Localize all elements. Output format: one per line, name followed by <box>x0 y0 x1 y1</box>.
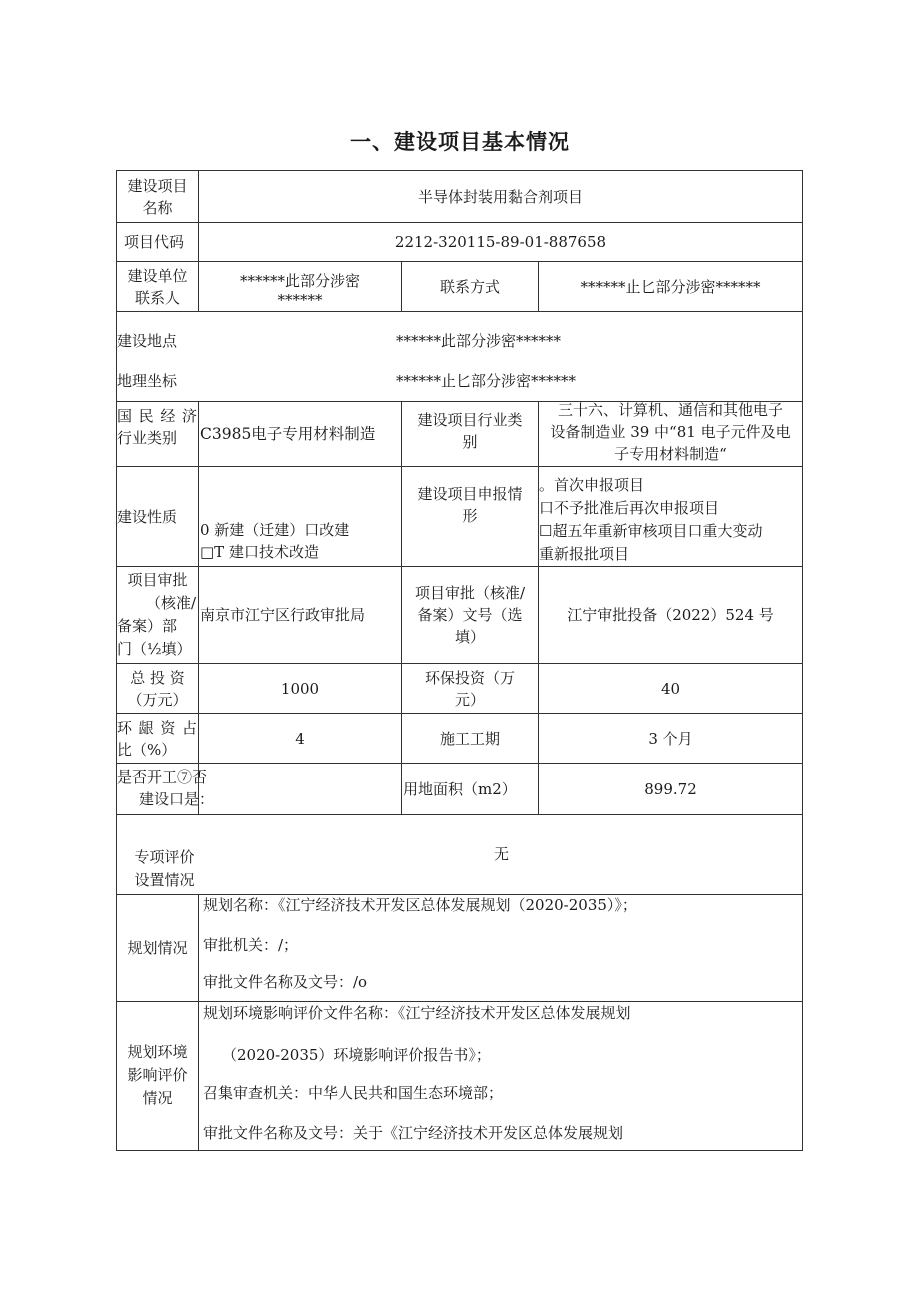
contact-value <box>199 262 401 311</box>
area-value: 899.72 <box>644 780 697 798</box>
label-line: 门（½填） <box>117 640 192 658</box>
label-line: 项目审批 <box>127 571 188 589</box>
industry-label <box>117 405 198 460</box>
value-line: 三十六、计算机、通信和其他电子 <box>557 401 783 419</box>
label-line: 项目审批（核准/ <box>414 584 526 602</box>
nature-label: 建设性质 <box>117 507 178 526</box>
label-line: 名称 <box>142 198 173 217</box>
col-divider <box>198 894 199 1150</box>
label-line: 环 龈 资 占 <box>117 719 197 737</box>
nature-value <box>200 519 401 565</box>
value-line: 0 新建（迁建）口改建 <box>200 521 350 539</box>
page-title: 一、建设项目基本情况 <box>350 130 570 154</box>
project-industry-label <box>402 402 538 460</box>
planning-line: 规划名称：《江宁经济技术开发区总体发展规划（2020-2035）》； <box>203 896 637 914</box>
coordinates-value: ******止匕部分涉密****** <box>396 372 577 390</box>
coordinates-label: 地理坐标 <box>117 372 178 390</box>
project-code-label: 项目代码 <box>124 233 185 251</box>
value-line: 子专用材料制造“ <box>614 445 727 463</box>
label-line: 比（%） <box>117 741 177 759</box>
label-line: 环保投资（万 <box>424 668 515 687</box>
label-line: 建设项目申报情 <box>417 485 523 503</box>
location-label: 建设地点 <box>117 332 178 350</box>
planning-env-line: 规划环境影响评价文件名称：《江宁经济技术开发区总体发展规划 <box>203 1004 631 1022</box>
table-border-bottom <box>116 1150 803 1151</box>
planning-env-label <box>117 1041 198 1113</box>
label-line: 总 投 资 <box>130 669 185 687</box>
period-label: 施工工期 <box>439 729 500 748</box>
value-line: ******此部分涉密 <box>239 272 360 290</box>
label-line: 备案）文号（选 <box>417 606 523 624</box>
value-line: ☐超五年重新审核项目口重大变动 <box>539 522 763 540</box>
value-line: 。首次申报项目 <box>539 476 645 494</box>
label-line: （核准/ <box>145 594 196 612</box>
row-divider <box>116 814 803 815</box>
label-line: 影响评价 <box>127 1066 188 1084</box>
approval-doc-label <box>402 567 538 663</box>
env-investment-label <box>402 664 538 713</box>
project-name-value: 半导体封装用黏合剂项目 <box>417 187 583 206</box>
investment-value: 1000 <box>280 679 320 698</box>
label-line: 建设项目 <box>127 176 188 195</box>
location-value: ******此部分涉密****** <box>396 332 562 350</box>
label-line: 情况 <box>142 1089 173 1107</box>
planning-env-line: 审批文件名称及文号：关于《江宁经济技术开发区总体发展规划 <box>203 1124 624 1142</box>
label-line: 行业类别 <box>117 429 178 447</box>
contact-method-label: 联系方式 <box>439 277 500 296</box>
label-line: 形 <box>462 507 478 525</box>
contact-method-value: ******止匕部分涉密****** <box>580 277 761 296</box>
label-line: 设置情况 <box>134 871 195 889</box>
label-line: 备案）部 <box>117 617 178 635</box>
table-border-right <box>802 170 803 1150</box>
label-line: 是否开工⑦否 <box>117 768 208 786</box>
period-value: 3 个月 <box>648 729 693 748</box>
label-line: 专项评价 <box>134 848 195 866</box>
special-value: 无 <box>494 845 510 863</box>
planning-env-line: 召集审查机关：中华人民共和国生态环境部； <box>203 1084 504 1102</box>
value-line: □T 建口技术改造 <box>200 543 319 561</box>
planning-env-line: （2020-2035）环境影响评价报告书》； <box>222 1046 491 1064</box>
project-industry-value <box>539 399 802 466</box>
special-label <box>117 846 212 894</box>
value-line: ****** <box>277 291 323 309</box>
label-line: 国 民 经 济 <box>117 407 197 425</box>
label-line: 建设单位 <box>127 266 188 285</box>
value-line: 设备制造业 39 中“81 电子元件及电 <box>550 423 791 441</box>
value-line: 口不予批准后再次申报项目 <box>539 499 720 517</box>
area-label: 用地面积（m2） <box>403 780 517 798</box>
label-line: 建设口是： <box>139 790 215 808</box>
ratio-value: 4 <box>295 729 305 748</box>
approval-doc-no: 江宁审批投备（2022）524 号 <box>567 606 774 624</box>
report-value <box>539 474 802 566</box>
approval-dept: 南京市江宁区行政审批局 <box>200 606 366 624</box>
contact-label <box>117 262 198 311</box>
project-code-value: 2212-320115-89-01-887658 <box>394 233 607 251</box>
label-line: 填） <box>454 628 485 646</box>
approval-label <box>117 569 198 663</box>
ratio-label <box>117 717 198 763</box>
investment-label <box>117 667 198 713</box>
planning-line: 审批文件名称及文号：/o <box>203 973 368 991</box>
label-line: 联系人 <box>134 288 180 307</box>
label-line: 别 <box>462 433 478 451</box>
industry-value: C3985电子专用材料制造 <box>200 425 376 443</box>
planning-label: 规划情况 <box>127 939 188 957</box>
label-line: 规划环境 <box>127 1043 188 1061</box>
label-line: （万元） <box>127 691 188 709</box>
label-line: 建设项目行业类 <box>417 411 523 429</box>
project-name-label <box>117 171 198 222</box>
value-line: 重新报批项目 <box>539 545 630 563</box>
planning-line: 审批机关：/； <box>203 936 299 954</box>
label-line: 元） <box>454 690 485 709</box>
started-label <box>117 766 215 813</box>
env-investment-value: 40 <box>660 679 681 698</box>
report-label <box>402 467 538 543</box>
row-divider <box>116 311 803 312</box>
